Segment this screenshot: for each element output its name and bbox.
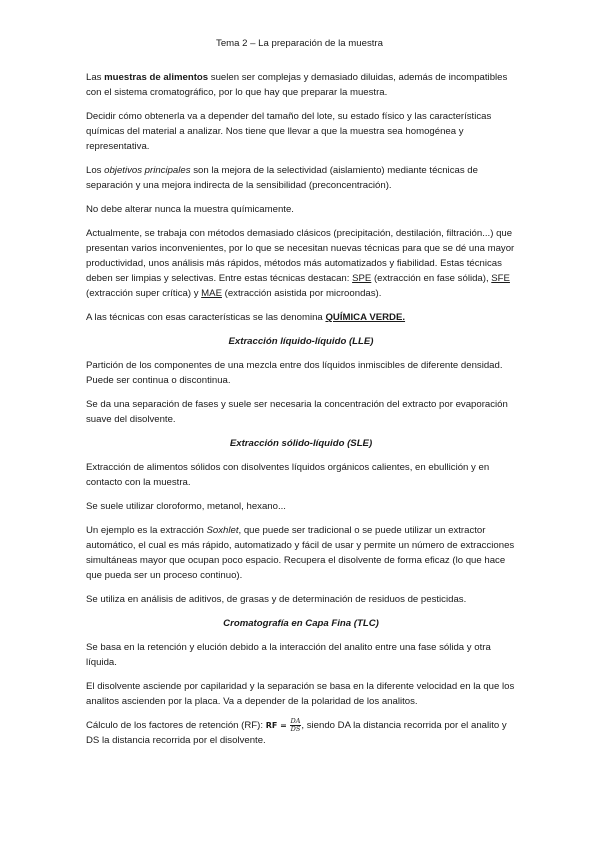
italic-term: Soxhlet xyxy=(206,525,239,536)
text-run: Cálculo de los factores de retención (RF): xyxy=(86,720,266,732)
italic-term: objetivos principales xyxy=(104,165,191,176)
text-run: son la mejora de la selectividad (aislamiento) mediante técnicas de separación y una mejora indirecta de la sensibilidad (preconcentración). xyxy=(86,165,478,191)
text-run: (extracción en fase sólida), xyxy=(371,273,492,284)
page-title: Tema 2 – La preparación de la muestra xyxy=(216,38,383,49)
intro-paragraph-5 xyxy=(86,226,516,301)
tlc-paragraph-1: Se basa en la retención y elución debido a la interacción del analito entre una fase sólida y otra líquida. xyxy=(86,642,491,668)
bold-term: muestras de alimentos xyxy=(104,72,209,83)
section-heading-sle: Extracción sólido-líquido (SLE) xyxy=(229,438,373,449)
intro-paragraph-4: No debe alterar nunca la muestra químicamente. xyxy=(86,204,294,215)
text-run: Las xyxy=(86,72,105,83)
spe-term: SPE xyxy=(352,273,372,284)
text-run: , siendo DA la distancia recorrida por el analito y DS la distancia recorrida por el disolvente. xyxy=(86,720,507,747)
intro-paragraph-1 xyxy=(86,70,516,100)
tlc-paragraph-2: El disolvente asciende por capilaridad y la separación se basa en la diferente velocidad en la que los analitos ascienden por la placa. Va a depender de la polaridad de los analitos. xyxy=(86,681,515,707)
text-run: , que puede ser tradicional o se puede utilizar un extractor automático, el cual es más rápido, automatizado y fácil de usar y permite un número de extracciones simultáneas mayor que ocupan poco espacio. Recupera el disolvente de forma eficaz (lo que hace que pueda ser un proceso continuo). xyxy=(86,525,515,581)
sle-paragraph-2: Se suele utilizar cloroformo, metanol, hexano... xyxy=(86,501,286,512)
intro-paragraph-6 xyxy=(86,310,516,325)
sle-paragraph-1: Extracción de alimentos sólidos con disolventes líquidos orgánicos calientes, en ebullición y en contacto con la muestra. xyxy=(86,462,490,488)
text-run: A las técnicas con esas características se las denomina xyxy=(86,312,326,323)
tlc-paragraph-3 xyxy=(86,718,516,748)
rf-formula-label: RF = xyxy=(265,721,287,731)
document-body xyxy=(86,70,516,757)
text-run: (extracción asistida por microondas). xyxy=(221,288,382,299)
lle-paragraph-2: Se da una separación de fases y suele ser necesaria la concentración del extracto por evaporación suave del disolvente. xyxy=(86,399,508,425)
intro-paragraph-3 xyxy=(86,163,516,193)
quimica-verde-term: QUÍMICA VERDE. xyxy=(325,312,406,323)
text-run: (extracción super crítica) y xyxy=(86,288,202,299)
intro-paragraph-2: Decidir cómo obtenerla va a depender del tamaño del lote, su estado físico y las características químicas del material a analizar. Nos tiene que llevar a que la muestra sea homogénea y representativa. xyxy=(86,111,492,152)
lle-paragraph-1: Partición de los componentes de una mezcla entre dos líquidos inmiscibles de diferente densidad. Puede ser continua o discontinua. xyxy=(86,360,503,386)
rf-fraction xyxy=(290,718,302,733)
sle-paragraph-4: Se utiliza en análisis de aditivos, de grasas y de determinación de residuos de pesticidas. xyxy=(86,594,467,605)
sle-paragraph-3 xyxy=(86,523,516,583)
text-run: suelen ser complejas y demasiado diluidas, además de incompatibles con el sistema cromatográfico, por lo que hay que preparar la muestra. xyxy=(86,72,508,98)
text-run: Actualmente, se trabaja con métodos demasiado clásicos (precipitación, destilación, filtración...) que presentan varios inconvenientes, por lo que se necesitan nuevas técnicas para que se dé una mayor productividad, unos análisis más rápidos, métodos más automatizados y fiabilidad. Estas técnicas deben ser limpias y selectivas. Entre estas técnicas destacan: xyxy=(86,228,515,284)
fraction-numerator: DA xyxy=(290,717,301,725)
text-run: Los xyxy=(86,165,105,176)
sfe-term: SFE xyxy=(491,273,510,284)
fraction-denominator: DS xyxy=(290,725,301,733)
text-run: Un ejemplo es la extracción xyxy=(86,525,207,536)
mae-term: MAE xyxy=(201,288,222,299)
section-heading-tlc: Cromatografía en Capa Fina (TLC) xyxy=(223,618,379,629)
section-heading-lle: Extracción líquido-líquido (LLE) xyxy=(228,336,374,347)
